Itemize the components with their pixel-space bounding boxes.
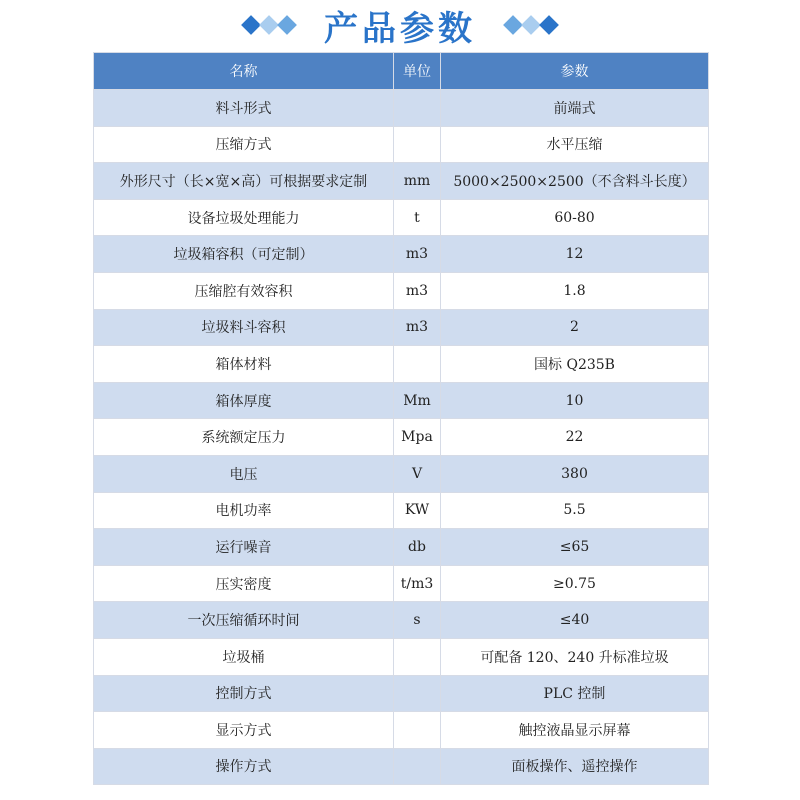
cell-unit: m3 [394, 272, 441, 309]
cell-value: 380 [441, 455, 709, 492]
header-unit: 单位 [394, 53, 441, 90]
cell-unit [394, 712, 441, 749]
cell-name: 电机功率 [94, 492, 394, 529]
table-row [94, 492, 709, 529]
table-row [94, 565, 709, 602]
table-row [94, 272, 709, 309]
right-diamond-decoration [506, 18, 556, 32]
cell-name: 垃圾料斗容积 [94, 309, 394, 346]
cell-value: 1.8 [441, 272, 709, 309]
cell-unit: Mm [394, 382, 441, 419]
cell-name: 箱体厚度 [94, 382, 394, 419]
cell-value: 5000×2500×2500（不含料斗长度） [441, 163, 709, 200]
cell-value: 2 [441, 309, 709, 346]
cell-name: 设备垃圾处理能力 [94, 199, 394, 236]
cell-name: 压实密度 [94, 565, 394, 602]
table-row [94, 529, 709, 566]
cell-value: 面板操作、遥控操作 [441, 748, 709, 785]
table-row [94, 638, 709, 675]
cell-name: 箱体材料 [94, 346, 394, 383]
cell-value: 国标 Q235B [441, 346, 709, 383]
cell-name: 压缩腔有效容积 [94, 272, 394, 309]
cell-name: 操作方式 [94, 748, 394, 785]
cell-unit: s [394, 602, 441, 639]
diamond-icon [521, 15, 541, 35]
cell-value: 60-80 [441, 199, 709, 236]
cell-unit [394, 638, 441, 675]
cell-name: 垃圾桶 [94, 638, 394, 675]
cell-name: 垃圾箱容积（可定制） [94, 236, 394, 273]
page-title: 产品参数 [324, 8, 476, 49]
diamond-icon [241, 15, 261, 35]
cell-unit: mm [394, 163, 441, 200]
header-name: 名称 [94, 53, 394, 90]
cell-name: 运行噪音 [94, 529, 394, 566]
spec-table [93, 52, 709, 785]
cell-name: 显示方式 [94, 712, 394, 749]
table-row [94, 236, 709, 273]
header-value: 参数 [441, 53, 709, 90]
cell-unit: Mpa [394, 419, 441, 456]
cell-unit: m3 [394, 309, 441, 346]
cell-unit: KW [394, 492, 441, 529]
cell-value: ≤65 [441, 529, 709, 566]
cell-unit [394, 90, 441, 127]
table-row [94, 602, 709, 639]
cell-name: 电压 [94, 455, 394, 492]
title-bar [0, 0, 800, 50]
cell-unit [394, 748, 441, 785]
table-row [94, 455, 709, 492]
table-row [94, 712, 709, 749]
cell-value: 可配备 120、240 升标准垃圾 [441, 638, 709, 675]
table-row [94, 199, 709, 236]
diamond-icon [503, 15, 523, 35]
cell-name: 外形尺寸（长×宽×高）可根据要求定制 [94, 163, 394, 200]
cell-unit [394, 346, 441, 383]
table-header-row [94, 53, 709, 90]
diamond-icon [259, 15, 279, 35]
cell-unit [394, 126, 441, 163]
table-row [94, 163, 709, 200]
cell-name: 控制方式 [94, 675, 394, 712]
table-row [94, 419, 709, 456]
table-row [94, 346, 709, 383]
cell-name: 系统额定压力 [94, 419, 394, 456]
cell-value: 12 [441, 236, 709, 273]
left-diamond-decoration [244, 18, 294, 32]
cell-unit: V [394, 455, 441, 492]
diamond-icon [539, 15, 559, 35]
cell-value: 前端式 [441, 90, 709, 127]
cell-value: 水平压缩 [441, 126, 709, 163]
cell-unit: t/m3 [394, 565, 441, 602]
cell-value: 22 [441, 419, 709, 456]
cell-value: ≤40 [441, 602, 709, 639]
table-row [94, 309, 709, 346]
cell-value: PLC 控制 [441, 675, 709, 712]
table-row [94, 675, 709, 712]
cell-value: 触控液晶显示屏幕 [441, 712, 709, 749]
cell-unit: t [394, 199, 441, 236]
cell-unit: db [394, 529, 441, 566]
table-row [94, 382, 709, 419]
cell-name: 一次压缩循环时间 [94, 602, 394, 639]
cell-value: 10 [441, 382, 709, 419]
table-row [94, 748, 709, 785]
cell-name: 料斗形式 [94, 90, 394, 127]
table-body [94, 90, 709, 785]
table-row [94, 90, 709, 127]
cell-value: 5.5 [441, 492, 709, 529]
cell-name: 压缩方式 [94, 126, 394, 163]
cell-value: ≥0.75 [441, 565, 709, 602]
cell-unit: m3 [394, 236, 441, 273]
table-row [94, 126, 709, 163]
diamond-icon [277, 15, 297, 35]
cell-unit [394, 675, 441, 712]
